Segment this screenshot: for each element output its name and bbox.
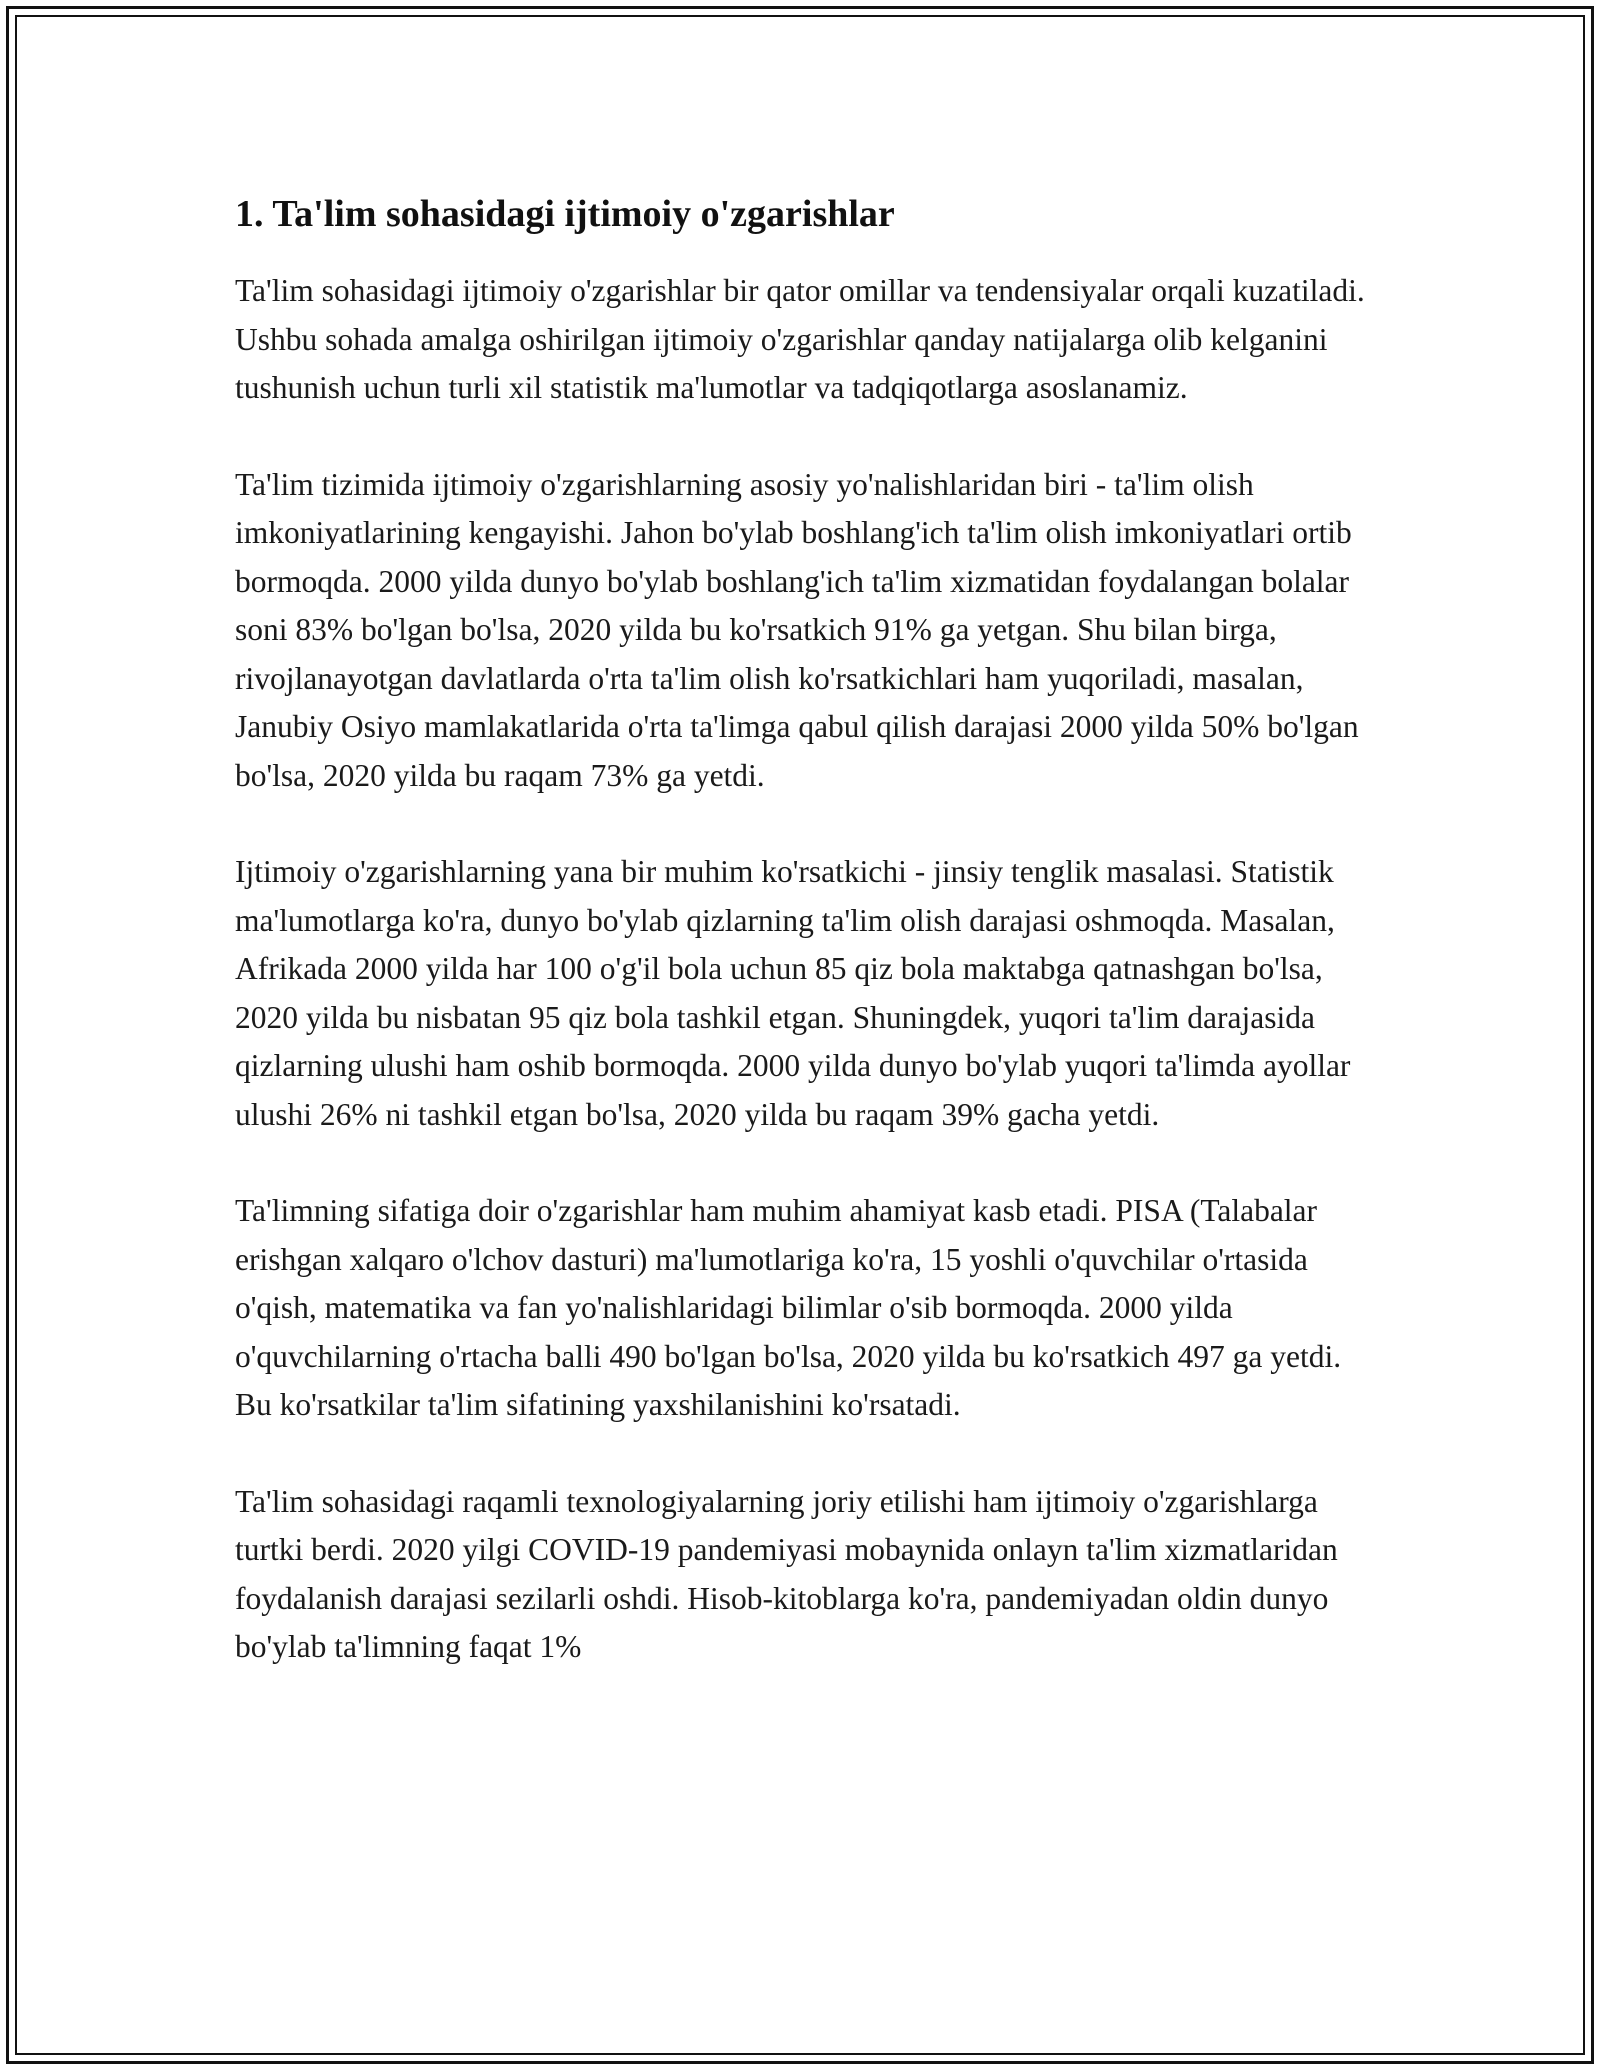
paragraph-4: Ta'limning sifatiga doir o'zgarishlar ham muhim ahamiyat kasb etadi. PISA (Talabalar erishgan xalqaro o'lchov dasturi) ma'lumotlariga ko'ra, 15 yoshli o'quvchilar o'rtasida o'qish, matematika va fan yo'nalishlaridagi bilimlar o'sib bormoqda. 2000 yilda o'quvchilarning o'rtacha balli 490 bo'lgan bo'lsa, 2020 yilda bu ko'rsatkich 497 ga yetdi. Bu ko'rsatkilar ta'lim sifatining yaxshilanishini ko'rsatadi. <box>235 1193 1342 1422</box>
paragraph-2: Ta'lim tizimida ijtimoiy o'zgarishlarning asosiy yo'nalishlaridan biri - ta'lim olish imkoniyatlarining kengayishi. Jahon bo'ylab boshlang'ich ta'lim olish imkoniyatlari ortib bormoqda. 2000 yilda dunyo bo'ylab boshlang'ich ta'lim xizmatidan foydalangan bolalar soni 83% bo'lgan bo'lsa, 2020 yilda bu ko'rsatkich 91% ga yetgan. Shu bilan birga, rivojlanayotgan davlatlarda o'rta ta'lim olish ko'rsatkichlari ham yuqoriladi, masalan, Janubiy Osiyo mamlakatlarida o'rta ta'limga qabul qilish darajasi 2000 yilda 50% bo'lgan bo'lsa, 2020 yilda bu raqam 73% ga yetdi. <box>235 466 1359 793</box>
document-body <box>235 185 1365 1720</box>
section-heading: 1. Ta'lim sohasidagi ijtimoiy o'zgarishlar <box>235 193 895 235</box>
paragraph-1: Ta'lim sohasidagi ijtimoiy o'zgarishlar bir qator omillar va tendensiyalar orqali kuzatiladi. Ushbu sohada amalga oshirilgan ijtimoiy o'zgarishlar qanday natijalarga olib kelganini tushunish uchun turli xil statistik ma'lumotlar va tadqiqotlarga asoslanamiz. <box>235 273 1365 405</box>
paragraph-5: Ta'lim sohasidagi raqamli texnologiyalarning joriy etilishi ham ijtimoiy o'zgarishlarga turtki berdi. 2020 yilgi COVID-19 pandemiyasi mobaynida onlayn ta'lim xizmatlaridan foydalanish darajasi sezilarli oshdi. Hisob-kitoblarga ko'ra, pandemiyadan oldin dunyo bo'ylab ta'limning faqat 1% <box>235 1483 1338 1664</box>
paragraph-3: Ijtimoiy o'zgarishlarning yana bir muhim ko'rsatkichi - jinsiy tenglik masalasi. Statistik ma'lumotlarga ko'ra, dunyo bo'ylab qizlarning ta'lim olish darajasi oshmoqda. Masalan, Afrikada 2000 yilda har 100 o'g'il bola uchun 85 qiz bola maktabga qatnashgan bo'lsa, 2020 yilda bu nisbatan 95 qiz bola tashkil etgan. Shuningdek, yuqori ta'lim darajasida qizlarning ulushi ham oshib bormoqda. 2000 yilda dunyo bo'ylab yuqori ta'limda ayollar ulushi 26% ni tashkil etgan bo'lsa, 2020 yilda bu raqam 39% gacha yetdi. <box>235 854 1351 1132</box>
